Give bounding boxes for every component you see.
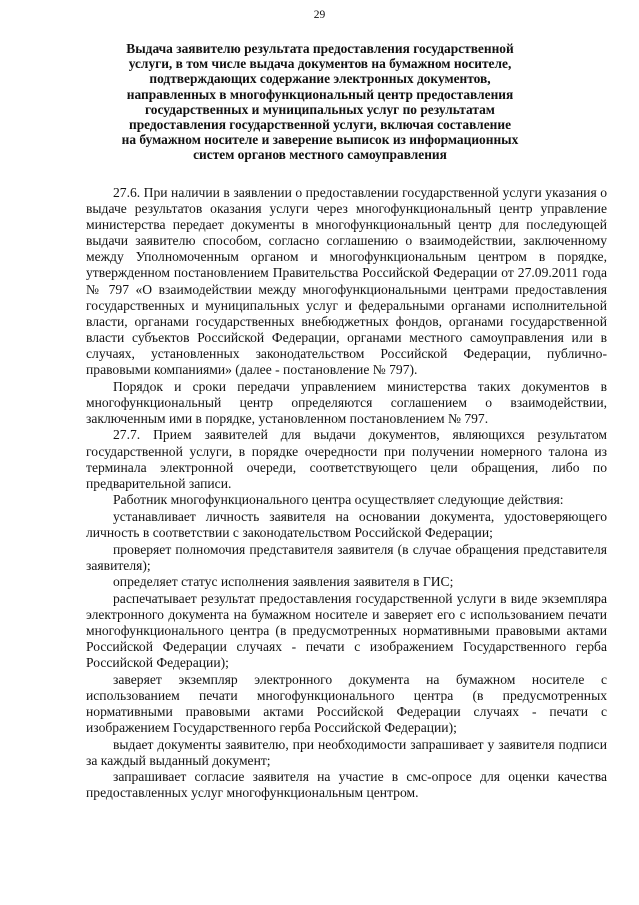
action-item: определяет статус исполнения заявления заявителя в ГИС; xyxy=(113,574,454,590)
action-item: устанавливает личность заявителя на основании документа, удостоверяющего личность в соответствии с законодательством Российской Федерации; xyxy=(86,508,607,540)
action-item: запрашивает согласие заявителя на участие в смс-опросе для оценки качества предоставленных услуг многофункциональным центром. xyxy=(86,769,607,801)
paragraph-27-6: 27.6. При наличии в заявлении о предоставлении государственной услуги указания о выдаче результатов оказания услуги через многофункциональный центр управление министерства передает документы в многофункциональный центр для последующей выдачи заявителю способом, согласно соглашению о взаимодействии, заключенному между Уполномоченным органом и многофункциональным центром в порядке, утвержденном постановлением Правительства Российской Федерации от 27.09.2011 года № 797 «О взаимодействии между многофункциональными центрами предоставления государственных и муниципальных услуг и федеральными органами исполнительной власти, органами государственных внебюджетных фондов, органами государственной власти субъектов Российской Федерации, органами местного самоуправления или в случаях, установленных законодательством Российской Федерации, публично-правовыми компаниями» (далее - постановление № 797). xyxy=(86,185,607,378)
paragraph-transfer-procedure: Порядок и сроки передачи управлением министерства таких документов в многофункциональный центр определяются соглашением о взаимодействии, заключенным ими в порядке, установленном постановлением № 797. xyxy=(86,378,607,426)
action-item: проверяет полномочия представителя заявителя (в случае обращения представителя заявителя); xyxy=(86,541,607,573)
heading-line: предоставления государственной услуги, включая составление xyxy=(128,117,512,133)
heading-line: направленных в многофункциональный центр предоставления xyxy=(126,86,514,102)
heading-line: услуги, в том числе выдача документов на бумажном носителе, xyxy=(128,56,512,72)
page-number: 29 xyxy=(313,9,326,21)
document-body xyxy=(86,185,607,802)
heading-line: систем органов местного самоуправления xyxy=(193,147,447,163)
heading-line: государственных и муниципальных услуг по результатам xyxy=(145,101,495,117)
action-item: выдает документы заявителю, при необходимости запрашивает у заявителя подписи за каждый выданный документ; xyxy=(86,736,607,768)
section-heading xyxy=(108,41,532,163)
heading-line: на бумажном носителе и заверение выписок из информационных xyxy=(121,132,519,148)
action-item: распечатывает результат предоставления государственной услуги в виде экземпляра электронного документа на бумажном носителе и заверяет его с использованием печати многофункционального центра (в предусмотренных нормативными правовыми актами Российской Федерации случаях - печати с изображением Государственного герба Российской Федерации); xyxy=(86,590,607,671)
action-item: заверяет экземпляр электронного документа на бумажном носителе с использованием печати многофункционального центра (в предусмотренных нормативными правовыми актами Российской Федерации случаях - печати с изображением Государственного герба Российской Федерации); xyxy=(86,671,607,736)
heading-line: подтверждающих содержание электронных документов, xyxy=(149,71,491,87)
paragraph-27-7: 27.7. Прием заявителей для выдачи документов, являющихся результатом государственной услуги, в порядке очередности при получении номерного талона из терминала электронной очереди, соответствующего цели обращения, либо по предварительной записи. xyxy=(86,427,607,491)
paragraph-actions-intro: Работник многофункционального центра осуществляет следующие действия: xyxy=(113,492,564,508)
heading-line: Выдача заявителю результата предоставления государственной xyxy=(126,41,514,56)
